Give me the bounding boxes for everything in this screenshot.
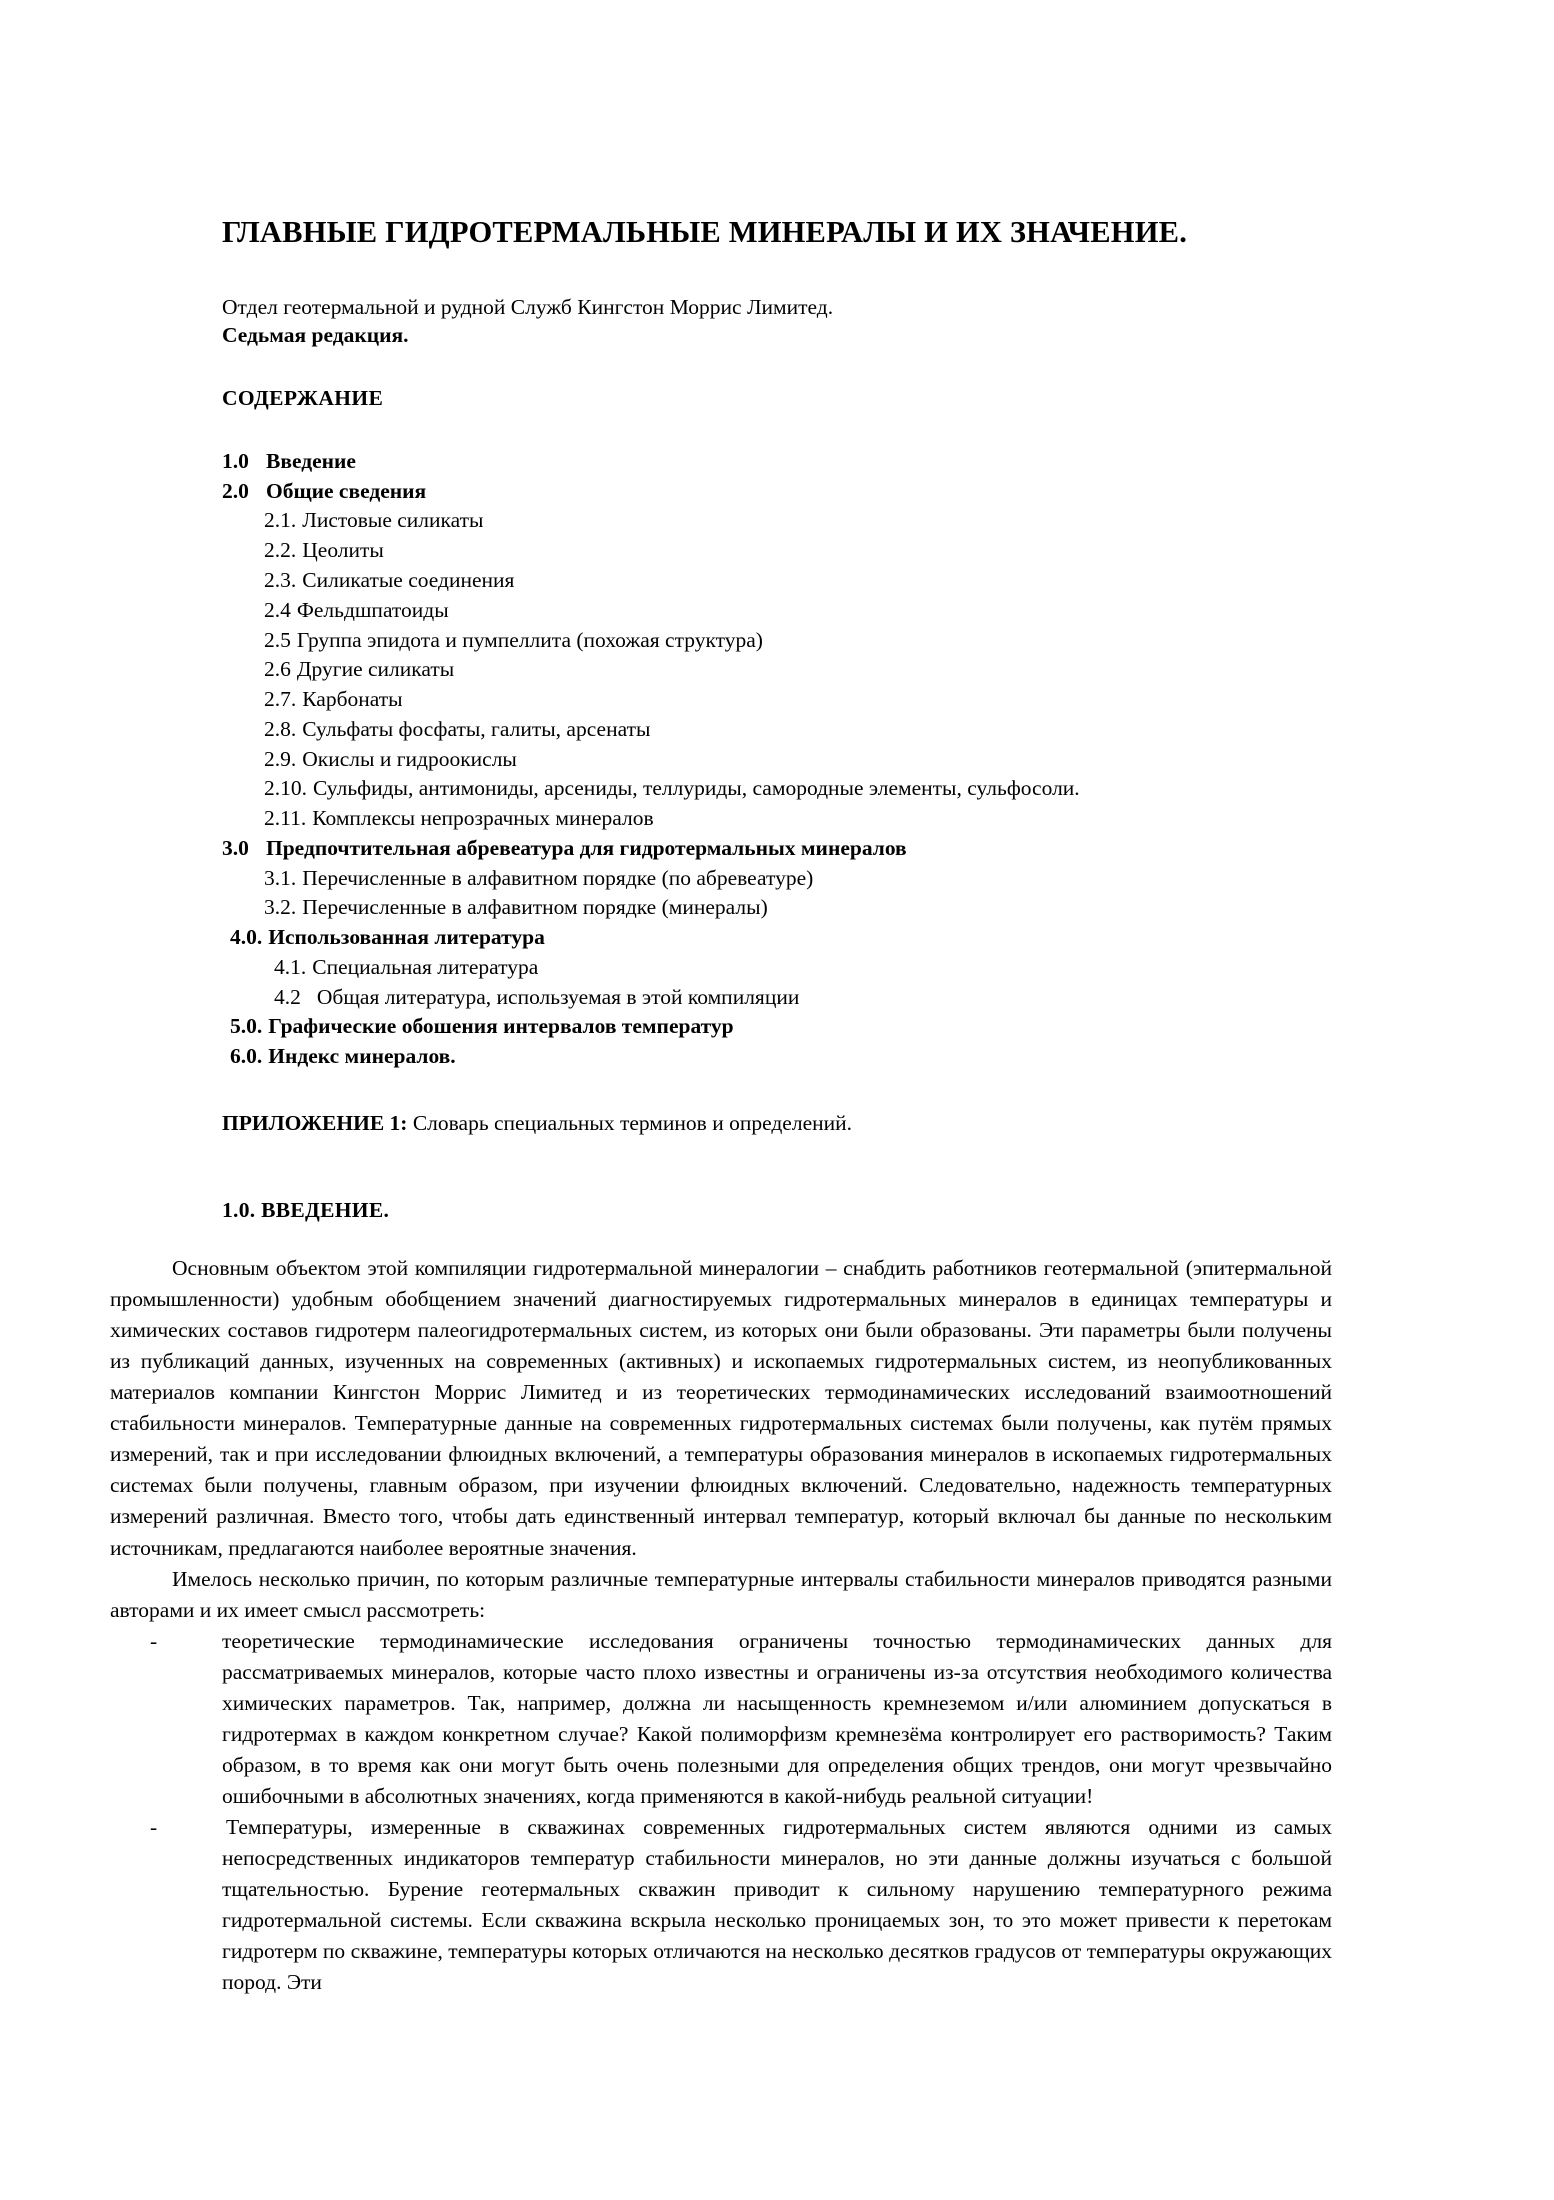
toc-entry[interactable] bbox=[222, 655, 1444, 685]
appendix-label: ПРИЛОЖЕНИЕ 1: bbox=[222, 1111, 408, 1136]
toc-entry[interactable] bbox=[222, 477, 1444, 507]
table-of-contents bbox=[222, 447, 1444, 1072]
paragraph-intro-1: Основным объектом этой компиляции гидротермальной минералогии – снабдить работников геотермальной (эпитермальной промышленности) удобным обобщением значений диагностируемых гидротермальных минералов в единицах температуры и химических составов гидротерм палеогидротермальных систем, из которых они были образованы. Эти параметры были получены из публикаций данных, изученных на современных (активных) и ископаемых гидротермальных систем, из неопубликованных материалов компании Кингстон Моррис Лимитед и из теоретических термодинамических исследований взаимоотношений стабильности минералов. Температурные данные на современных гидротермальных системах были получены, как путём прямых измерений, так и при исследовании флюидных включений, а температуры образования минералов в ископаемых гидротермальных системах были получены, главным образом, при изучении флюидных включений. Следовательно, надежность температурных измерений различная. Вместо того, чтобы дать единственный интервал температур, который включал бы данные по нескольким источникам, предлагаются наиболее вероятные значения. bbox=[110, 1255, 1332, 1560]
reasons-list bbox=[110, 1626, 1332, 1999]
toc-number: 2.8. bbox=[264, 716, 297, 741]
toc-number: 4.0. bbox=[230, 925, 263, 950]
toc-entry[interactable] bbox=[222, 566, 1444, 596]
toc-entry[interactable] bbox=[222, 626, 1444, 656]
list-item-text: теоретические термодинамические исследования ограничены точностью термодинамических данных для рассматриваемых минералов, которые часто плохо известны и ограничены из-за отсутствия необходимого количества химических параметров. Так, например, должна ли насыщенность кремнеземом и/или алюминием допускаться в гидротермах в каждом конкретном случае? Какой полиморфизм кремнезёма контролирует его растворимость? Таким образом, в то время как они могут быть очень полезными для определения общих трендов, они могут чрезвычайно ошибочными в абсолютных значениях, когда применяются в какой-нибудь реальной ситуации! bbox=[222, 1628, 1332, 1809]
toc-label: Перечисленные в алфавитном порядке (минералы) bbox=[302, 895, 768, 920]
appendix-line bbox=[222, 1110, 1444, 1138]
toc-label: Силикатые соединения bbox=[302, 568, 515, 592]
toc-label: Цеолиты bbox=[302, 538, 384, 563]
toc-label: Комплексы непрозрачных минералов bbox=[312, 806, 654, 831]
toc-entry[interactable] bbox=[222, 745, 1444, 775]
toc-entry[interactable] bbox=[222, 804, 1444, 834]
toc-entry[interactable] bbox=[222, 596, 1444, 626]
toc-number: 2.3. bbox=[264, 568, 297, 592]
toc-label: Сульфиды, антимониды, арсениды, теллуриды, самородные элементы, сульфосоли. bbox=[313, 776, 1080, 801]
toc-number: 2.4 bbox=[264, 597, 291, 622]
toc-number: 2.5 bbox=[264, 627, 291, 652]
toc-number: 2.2. bbox=[264, 538, 297, 563]
toc-number: 2.7. bbox=[264, 687, 297, 712]
toc-entry[interactable] bbox=[222, 864, 1444, 894]
toc-entry[interactable] bbox=[222, 983, 1444, 1013]
toc-entry[interactable] bbox=[222, 715, 1444, 745]
toc-number: 3.2. bbox=[264, 895, 297, 920]
bullet-dash-icon: - bbox=[150, 1628, 158, 1653]
toc-entry[interactable] bbox=[222, 536, 1444, 566]
toc-number: 6.0. bbox=[230, 1044, 263, 1069]
toc-label: Перечисленные в алфавитном порядке (по абревеатуре) bbox=[302, 865, 814, 890]
toc-label: Общие сведения bbox=[266, 478, 427, 503]
toc-entry[interactable] bbox=[222, 685, 1444, 715]
list-item bbox=[110, 1626, 1332, 1812]
toc-label: Предпочтительная абревеатура для гидротермальных минералов bbox=[266, 835, 907, 860]
introduction-body bbox=[110, 1253, 1332, 1999]
byline-department: Отдел геотермальной и рудной Служб Кингстон Моррис Лимитед. bbox=[222, 295, 834, 320]
list-item-text: Температуры, измеренные в скважинах современных гидротермальных систем являются одними из самых непосредственных индикаторов температур стабильности минералов, но эти данные должны изучаться с большой тщательностью. Бурение геотермальных скважин приводит к сильному нарушению температурного режима гидротермальной системы. Если скважина вскрыла несколько проницаемых зон, то это может привести к перетокам гидротерм по скважине, температуры которых отличаются на несколько десятков градусов от температуры окружающих пород. Эти bbox=[222, 1815, 1332, 1995]
contents-heading: СОДЕРЖАНИЕ bbox=[222, 385, 384, 410]
toc-label: Индекс минералов. bbox=[268, 1044, 456, 1069]
toc-number: 2.0 bbox=[222, 478, 249, 503]
toc-label: Сульфаты фосфаты, галиты, арсенаты bbox=[302, 716, 651, 741]
bullet-dash-icon: - bbox=[150, 1815, 158, 1840]
toc-number: 5.0. bbox=[230, 1014, 263, 1039]
toc-label: Общая литература, используемая в этой компиляции bbox=[316, 984, 800, 1009]
toc-entry[interactable] bbox=[222, 893, 1444, 923]
toc-entry[interactable] bbox=[222, 923, 1444, 953]
toc-number: 2.11. bbox=[264, 806, 307, 831]
paragraph-intro-2: Имелось несколько причин, по которым различные температурные интервалы стабильности минералов приводятся разными авторами и их имеет смысл рассмотреть: bbox=[110, 1566, 1332, 1622]
toc-entry[interactable] bbox=[222, 1042, 1444, 1072]
toc-entry[interactable] bbox=[222, 506, 1444, 536]
toc-number: 2.6 bbox=[264, 657, 291, 682]
toc-number: 4.1. bbox=[274, 954, 307, 979]
toc-label: Использованная литература bbox=[268, 925, 545, 950]
toc-number: 3.0 bbox=[222, 835, 249, 860]
page-title: ГЛАВНЫЕ ГИДРОТЕРМАЛЬНЫЕ МИНЕРАЛЫ И ИХ ЗНАЧЕНИЕ. bbox=[222, 215, 1188, 249]
toc-number: 4.2 bbox=[274, 984, 301, 1009]
appendix-text: Словарь специальных терминов и определений. bbox=[407, 1111, 852, 1136]
toc-label: Карбонаты bbox=[302, 687, 403, 712]
toc-label: Специальная литература bbox=[312, 954, 539, 979]
toc-number: 2.1. bbox=[264, 508, 297, 533]
toc-number: 2.9. bbox=[264, 746, 297, 771]
list-item bbox=[110, 1812, 1332, 1998]
toc-label: Фельдшпатоиды bbox=[296, 597, 449, 622]
toc-number: 3.1. bbox=[264, 865, 297, 890]
section-heading-introduction: 1.0. ВВЕДЕНИЕ. bbox=[222, 1197, 390, 1222]
toc-entry[interactable] bbox=[222, 447, 1444, 477]
toc-number: 1.0 bbox=[222, 448, 249, 473]
toc-entry[interactable] bbox=[222, 834, 1444, 864]
toc-label: Другие силикаты bbox=[296, 657, 455, 682]
toc-label: Группа эпидота и пумпеллита (похожая структура) bbox=[296, 627, 763, 652]
byline-block bbox=[222, 294, 1444, 350]
byline-edition: Седьмая редакция. bbox=[222, 323, 409, 347]
toc-label: Графические обошения интервалов температур bbox=[268, 1014, 734, 1039]
toc-entry[interactable] bbox=[222, 774, 1444, 804]
toc-label: Введение bbox=[266, 448, 356, 473]
toc-label: Окислы и гидроокислы bbox=[302, 746, 517, 771]
toc-entry[interactable] bbox=[222, 953, 1444, 983]
toc-number: 2.10. bbox=[264, 776, 307, 801]
toc-label: Листовые силикаты bbox=[302, 508, 484, 533]
toc-entry[interactable] bbox=[222, 1012, 1444, 1042]
